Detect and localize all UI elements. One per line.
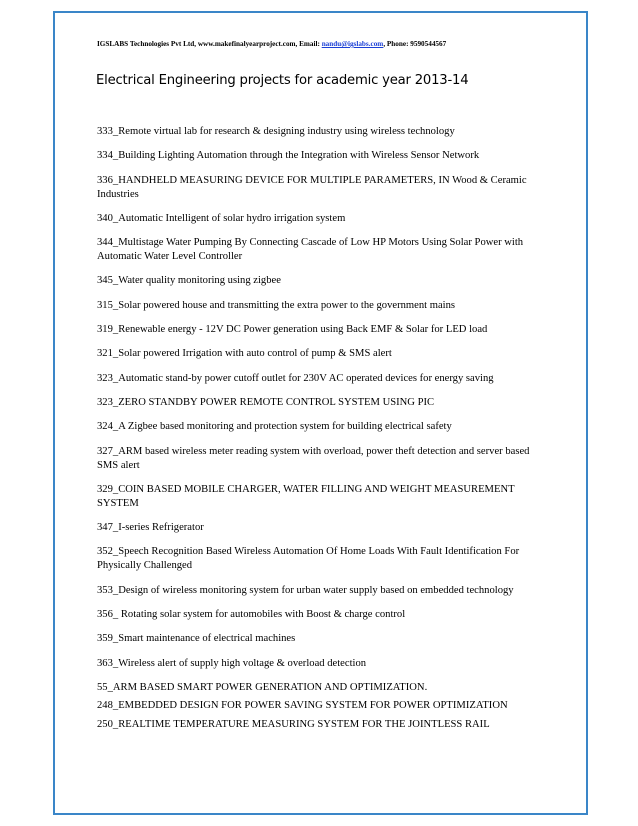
project-item: 321_Solar powered Irrigation with auto control of pump & SMS alert xyxy=(97,348,392,360)
project-item: 248_EMBEDDED DESIGN FOR POWER SAVING SYSTEM FOR POWER OPTIMIZATION xyxy=(97,700,508,712)
project-item: 353_Design of wireless monitoring system for urban water supply based on embedded technology xyxy=(97,584,514,596)
project-item: 323_Automatic stand-by power cutoff outlet for 230V AC operated devices for energy saving xyxy=(97,372,494,384)
project-item: 363_Wireless alert of supply high voltage & overload detection xyxy=(97,657,367,669)
document-header xyxy=(97,40,567,48)
project-item: 347_I-series Refrigerator xyxy=(97,522,204,534)
header-company-text: IGSLABS Technologies Pvt Ltd, www.makefinalyearproject.com, Email: xyxy=(97,40,322,48)
project-item: 250_REALTIME TEMPERATURE MEASURING SYSTEM FOR THE JOINTLESS RAIL xyxy=(97,718,490,730)
project-item: 327_ARM based wireless meter reading system with overload, power theft detection and server based SMS alert xyxy=(97,445,530,471)
project-item: 55_ARM BASED SMART POWER GENERATION AND OPTIMIZATION. xyxy=(97,681,428,693)
project-item: 329_COIN BASED MOBILE CHARGER, WATER FILLING AND WEIGHT MEASUREMENT SYSTEM xyxy=(97,483,515,509)
page-title: Electrical Engineering projects for academic year 2013-14 xyxy=(96,73,469,88)
header-email-link[interactable]: nandu@igslabs.com xyxy=(321,40,384,48)
project-item: 352_Speech Recognition Based Wireless Automation Of Home Loads With Fault Identification For Physically Challenged xyxy=(97,546,520,572)
project-item: 323_ZERO STANDBY POWER REMOTE CONTROL SYSTEM USING PIC xyxy=(97,396,435,408)
project-item: 324_A Zigbee based monitoring and protection system for building electrical safety xyxy=(97,421,452,433)
project-item: 334_Building Lighting Automation through the Integration with Wireless Sensor Network xyxy=(97,150,480,162)
project-item: 345_Water quality monitoring using zigbee xyxy=(97,275,281,287)
project-item: 359_Smart maintenance of electrical machines xyxy=(97,633,296,645)
header-phone-text: , Phone: 9590544567 xyxy=(383,40,447,48)
project-item: 340_Automatic Intelligent of solar hydro irrigation system xyxy=(97,212,346,224)
project-item: 333_Remote virtual lab for research & designing industry using wireless technology xyxy=(97,126,455,137)
project-list xyxy=(97,125,545,736)
project-item: 356_ Rotating solar system for automobiles with Boost & charge control xyxy=(97,609,406,621)
project-item: 319_Renewable energy - 12V DC Power generation using Back EMF & Solar for LED load xyxy=(97,324,488,336)
project-item: 336_HANDHELD MEASURING DEVICE FOR MULTIPLE PARAMETERS, IN Wood & Ceramic Industries xyxy=(97,174,527,200)
project-item: 344_Multistage Water Pumping By Connecting Cascade of Low HP Motors Using Solar Power with Automatic Water Level Controller xyxy=(97,237,524,263)
project-item: 315_Solar powered house and transmitting the extra power to the government mains xyxy=(97,299,456,311)
